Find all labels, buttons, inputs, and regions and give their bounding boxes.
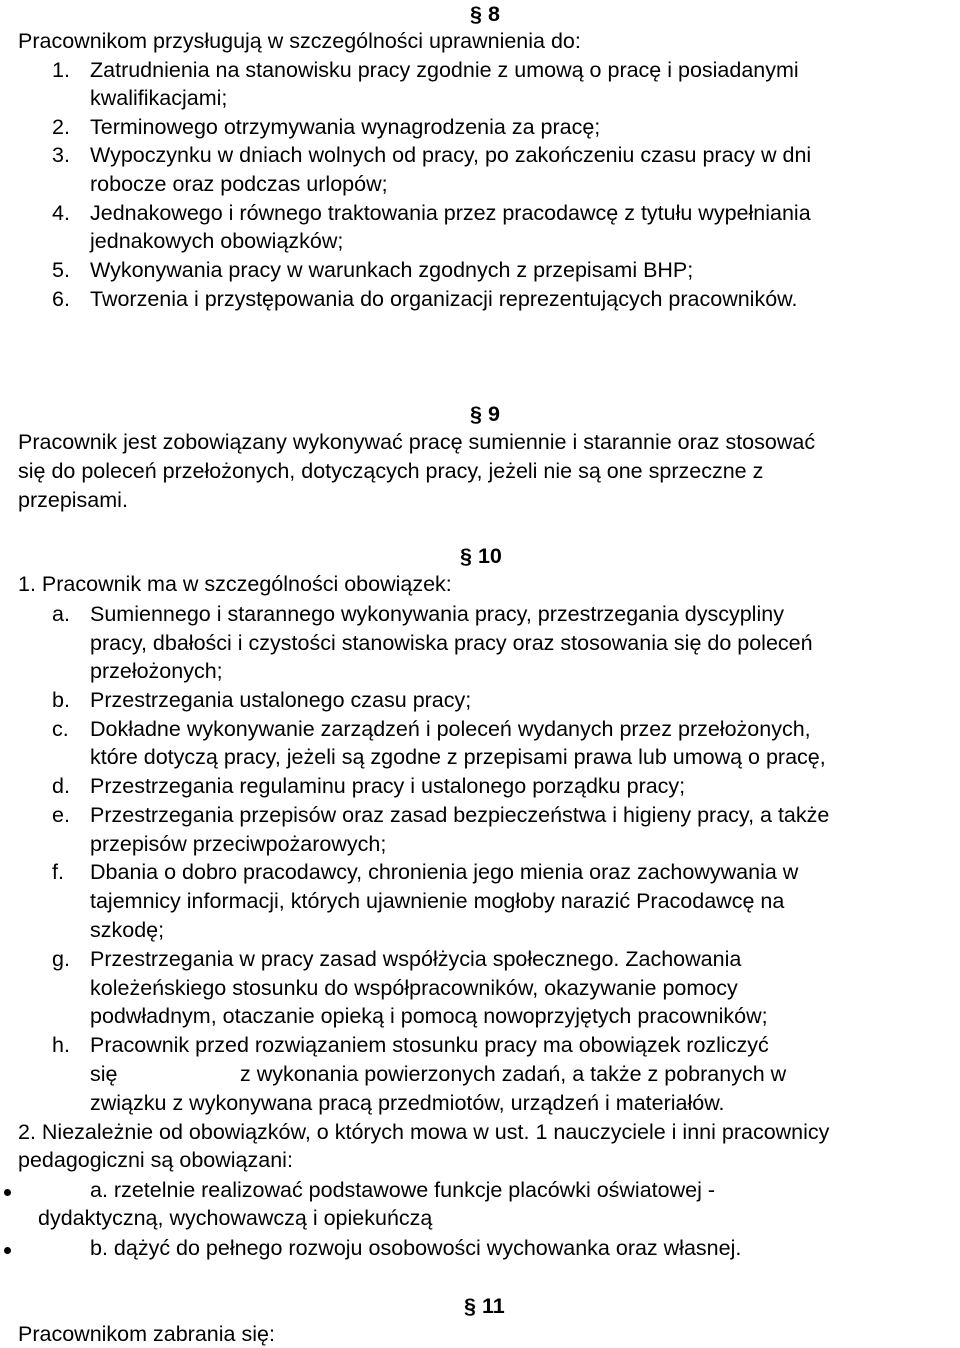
s11-intro: Pracownikom zabrania się:: [18, 1322, 275, 1346]
s8-item-num: 2.: [52, 115, 70, 139]
s10-item-text: tajemnicy informacji, których ujawnienie mogłoby narazić Pracodawcę na: [90, 889, 785, 913]
section-heading-8: § 8: [470, 2, 500, 26]
s10-p2-text: pedagogiczni są obowiązani:: [18, 1148, 293, 1172]
s8-item-text: Jednakowego i równego traktowania przez pracodawcę z tytułu wypełniania: [90, 201, 811, 225]
s10-item-text: które dotyczą pracy, jeżeli są zgodne z przepisami prawa lub umową o pracę,: [90, 745, 826, 769]
s10-bullet-text: b. dążyć do pełnego rozwoju osobowości wychowanka oraz własnej.: [90, 1236, 742, 1260]
s10-item-letter: h.: [52, 1033, 70, 1057]
s10-item-text: pracy, dbałości i czystości stanowiska pracy oraz stosowania się do poleceń: [90, 631, 813, 655]
s10-intro: 1. Pracownik ma w szczególności obowiązek:: [18, 572, 452, 596]
s10-bullet-text: a. rzetelnie realizować podstawowe funkcje placówki oświatowej -: [90, 1178, 715, 1202]
s10-item-letter: g.: [52, 947, 70, 971]
s8-item-text: jednakowych obowiązków;: [90, 229, 344, 253]
s8-item-num: 3.: [52, 143, 70, 167]
bullet-dot: [4, 1247, 11, 1254]
s9-text: Pracownik jest zobowiązany wykonywać pracę sumiennie i starannie oraz stosować: [18, 430, 816, 454]
s10-item-letter: f.: [52, 860, 64, 884]
s10-bullet-text: dydaktyczną, wychowawczą i opiekuńczą: [38, 1206, 433, 1230]
s8-item-num: 5.: [52, 258, 70, 282]
s10-item-letter: e.: [52, 803, 70, 827]
s8-item-text: robocze oraz podczas urlopów;: [90, 172, 388, 196]
s8-item-text: Wypoczynku w dniach wolnych od pracy, po zakończeniu czasu pracy w dni: [90, 143, 812, 167]
s10-item-text: szkodę;: [90, 918, 165, 942]
s8-item-text: Terminowego otrzymywania wynagrodzenia za pracę;: [90, 115, 601, 139]
section-heading-9: § 9: [470, 402, 500, 426]
s10-item-text: Przestrzegania przepisów oraz zasad bezpieczeństwa i higieny pracy, a także: [90, 803, 830, 827]
s10-item-text: Przestrzegania regulaminu pracy i ustalonego porządku pracy;: [90, 774, 686, 798]
s10-p2-text: 2. Niezależnie od obowiązków, o których mowa w ust. 1 nauczyciele i inni pracownicy: [18, 1120, 830, 1144]
s10-item-text: Dbania o dobro pracodawcy, chronienia jego mienia oraz zachowywania w: [90, 860, 799, 884]
s10-item-text: Przestrzegania w pracy zasad współżycia społecznego. Zachowania: [90, 947, 742, 971]
s10-item-text: Przestrzegania ustalonego czasu pracy;: [90, 688, 472, 712]
s8-item-text: Wykonywania pracy w warunkach zgodnych z przepisami BHP;: [90, 258, 694, 282]
section-heading-11: § 11: [464, 1294, 505, 1318]
s10-item-text: związku z wykonywana pracą przedmiotów, urządzeń i materiałów.: [90, 1091, 725, 1115]
s8-item-num: 6.: [52, 287, 70, 311]
s8-item-text: kwalifikacjami;: [90, 86, 228, 110]
s10-item-letter: a.: [52, 602, 70, 626]
s10-item-letter: c.: [52, 717, 69, 741]
section-heading-10: § 10: [460, 544, 502, 568]
s8-item-text: Zatrudnienia na stanowisku pracy zgodnie z umową o pracę i posiadanymi: [90, 58, 799, 82]
s10-item-text: Pracownik przed rozwiązaniem stosunku pracy ma obowiązek rozliczyć: [90, 1033, 769, 1057]
s9-text: się do poleceń przełożonych, dotyczących pracy, jeżeli nie są one sprzeczne z: [18, 459, 764, 483]
s10-item-text: się: [90, 1062, 118, 1086]
s10-item-text: przepisów przeciwpożarowych;: [90, 832, 387, 856]
s9-text: przepisami.: [18, 488, 128, 512]
s10-item-text: z wykonania powierzonych zadań, a także z pobranych w: [240, 1062, 787, 1086]
s8-intro: Pracownikom przysługują w szczególności uprawnienia do:: [18, 29, 581, 53]
s10-item-text: koleżeńskiego stosunku do współpracowników, okazywanie pomocy: [90, 976, 738, 1000]
s10-item-letter: d.: [52, 774, 70, 798]
s8-item-num: 1.: [52, 58, 70, 82]
s10-item-text: Sumiennego i starannego wykonywania pracy, przestrzegania dyscypliny: [90, 602, 784, 626]
bullet-dot: [4, 1189, 11, 1196]
s8-item-text: Tworzenia i przystępowania do organizacji reprezentujących pracowników.: [90, 287, 798, 311]
s10-item-text: przełożonych;: [90, 659, 223, 683]
s10-item-letter: b.: [52, 688, 70, 712]
s10-item-text: Dokładne wykonywanie zarządzeń i poleceń wydanych przez przełożonych,: [90, 717, 811, 741]
s8-item-num: 4.: [52, 201, 70, 225]
s10-item-text: podwładnym, otaczanie opieką i pomocą nowoprzyjętych pracowników;: [90, 1004, 768, 1028]
